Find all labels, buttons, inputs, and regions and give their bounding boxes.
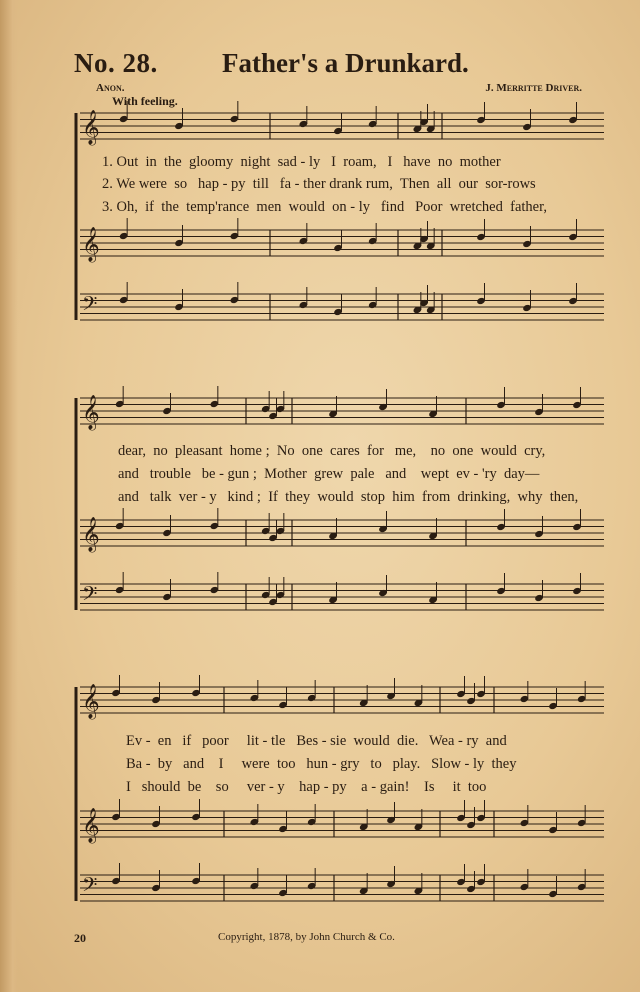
treble-clef: 𝄞 [82,808,100,843]
treble-clef: 𝄞 [82,227,100,262]
bass-clef: 𝄢 [82,582,98,610]
lyric-line: Ba - by and I were too hun - gry to play. Slow - ly they [126,756,517,772]
song-number: No. 28. [74,48,158,78]
tempo-marking: With feeling. [112,94,178,108]
lyric-line: 1. Out in the gloomy night sad - ly I roam, I have no mother [102,154,501,170]
lyric-line: I should be so ver - y hap - py a - gain! Is it too [126,779,487,795]
treble-clef: 𝄞 [82,684,100,719]
lyric-line: 3. Oh, if the temp'rance men would on - ly find Poor wretched father, [102,199,547,215]
bass-clef: 𝄢 [82,292,98,320]
treble-clef: 𝄞 [82,517,100,552]
song-title: Father's a Drunkard. [222,48,469,78]
lyric-line: and trouble be - gun ; Mother grew pale and wept ev - 'ry day— [118,466,540,482]
page-number: 20 [74,931,86,945]
treble-clef: 𝄞 [82,110,100,145]
treble-clef: 𝄞 [82,395,100,430]
lyric-line: Ev - en if poor lit - tle Bes - sie would die. Wea - ry and [126,733,507,749]
lyricist-credit: Anon. [96,82,125,94]
bass-clef: 𝄢 [82,873,98,901]
lyric-line: dear, no pleasant home ; No one cares for me, no one would cry, [118,443,546,459]
lyric-line: 2. We were so hap - py till fa - ther drank rum, Then all our sor-rows [102,176,536,192]
lyric-line: and talk ver - y kind ; If they would stop him from drinking, why then, [118,489,579,505]
copyright-notice: Copyright, 1878, by John Church & Co. [218,931,395,943]
composer-credit: J. Merritte Driver. [485,82,582,94]
